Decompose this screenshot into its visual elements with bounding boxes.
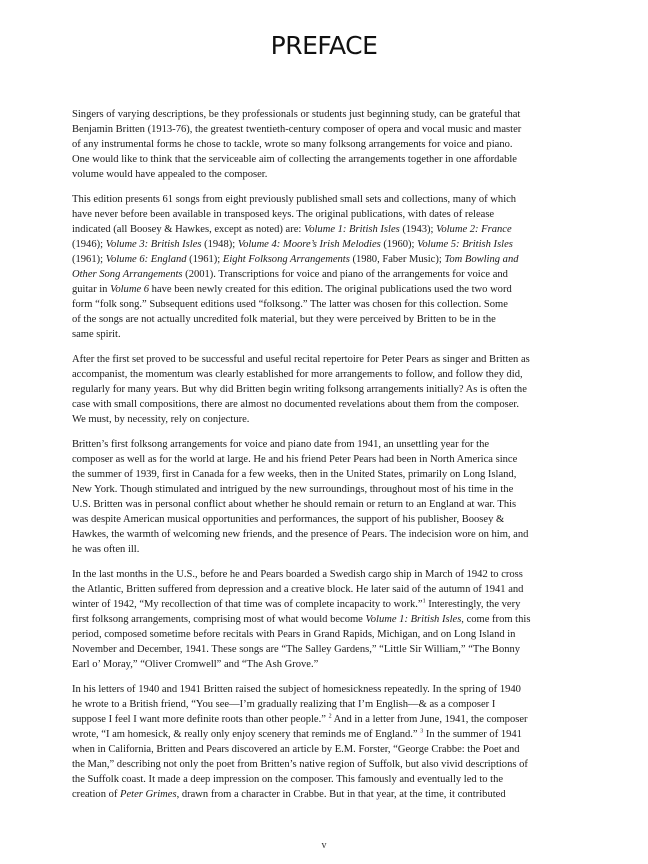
text-segment: (1960); bbox=[380, 239, 418, 250]
italic-title: Other Song Arrangements bbox=[72, 269, 183, 280]
text-line bbox=[72, 412, 580, 427]
text-line bbox=[72, 152, 580, 167]
text-line bbox=[72, 712, 580, 727]
text-line bbox=[72, 697, 580, 712]
text-segment: guitar in bbox=[72, 284, 111, 295]
text-segment: the Man,” describing not only the poet from Britten’s native region of Suffolk, but also vivid descriptions of bbox=[72, 759, 528, 770]
text-line bbox=[72, 757, 580, 772]
text-line bbox=[72, 122, 580, 137]
text-line bbox=[72, 527, 580, 542]
paragraph bbox=[72, 437, 580, 557]
text-segment: One would like to think that the serviceable aim of collecting the arrangements together in one affordable bbox=[72, 154, 517, 165]
text-line bbox=[72, 467, 580, 482]
text-line bbox=[72, 297, 580, 312]
text-segment: (1943); bbox=[399, 224, 437, 235]
text-segment: (1980, Faber Music); bbox=[349, 254, 445, 265]
paragraph bbox=[72, 107, 580, 182]
text-line bbox=[72, 772, 580, 787]
text-line bbox=[72, 512, 580, 527]
text-segment: Benjamin Britten (1913-76), the greatest twentieth-century composer of opera and vocal music and master bbox=[72, 124, 522, 135]
text-segment: After the first set proved to be successful and useful recital repertoire for Peter Pears as singer and Britten as bbox=[72, 354, 530, 365]
text-segment: volume would have appealed to the composer. bbox=[72, 169, 268, 180]
text-segment: In his letters of 1940 and 1941 Britten raised the subject of homesickness repeatedly. In the spring of 1940 bbox=[72, 684, 521, 695]
paragraph bbox=[72, 682, 580, 802]
text-segment: regularly for many years. But why did Britten begin writing folksong arrangements initially? As is often the bbox=[72, 384, 527, 395]
italic-title: Peter Grimes bbox=[120, 789, 177, 800]
text-line bbox=[72, 567, 580, 582]
text-segment: (1946); bbox=[72, 239, 106, 250]
text-line bbox=[72, 367, 580, 382]
text-line bbox=[72, 107, 580, 122]
text-line bbox=[72, 382, 580, 397]
text-segment: Britten’s first folksong arrangements for voice and piano date from 1941, an unsettling year for the bbox=[72, 439, 490, 450]
text-segment: U.S. Britten was in personal conflict about whether he should remain or return to an England at war. This bbox=[72, 499, 517, 510]
page-number: v bbox=[321, 840, 327, 851]
text-segment: (1948); bbox=[201, 239, 238, 250]
text-line bbox=[72, 642, 580, 657]
italic-title: Volume 4: Moore’s Irish Melodies bbox=[237, 239, 381, 250]
text-segment: New York. Though stimulated and intrigued by the new surroundings, throughout most of his time in the bbox=[72, 484, 514, 495]
text-line bbox=[72, 312, 580, 327]
italic-title: Volume 2: France bbox=[436, 224, 512, 235]
text-segment: Earl o’ Moray,” “Oliver Cromwell” and “The Ash Grove.” bbox=[72, 659, 319, 670]
italic-title: Tom Bowling and bbox=[444, 254, 519, 265]
text-segment: (1961); bbox=[72, 254, 106, 265]
text-segment: wrote, “I am homesick, & really only enjoy scenery that reminds me of England.” bbox=[72, 729, 421, 740]
text-line bbox=[72, 542, 580, 557]
text-segment: accompanist, the momentum was clearly established for more arrangements to follow, and follow they did, bbox=[72, 369, 523, 380]
text-segment: composer as well as for the world at large. He and his friend Peter Pears had been in North America since bbox=[72, 454, 518, 465]
text-line bbox=[72, 282, 580, 297]
text-segment: when in California, Britten and Pears discovered an article by E.M. Forster, “George Crabbe: the Poet and bbox=[72, 744, 520, 755]
page-title: PREFACE bbox=[270, 31, 378, 60]
text-segment: creation of bbox=[72, 789, 121, 800]
italic-title: Eight Folksong Arrangements bbox=[222, 254, 350, 265]
text-line bbox=[72, 192, 580, 207]
text-segment: the summer of 1939, first in Canada for a few weeks, then in the United States, primarily on Long Island, bbox=[72, 469, 517, 480]
text-segment: , come from this bbox=[461, 614, 531, 625]
text-segment: same spirit. bbox=[72, 329, 121, 340]
text-segment: he wrote to a British friend, “You see—I’m gradually realizing that I’m English—& as a composer I bbox=[72, 699, 496, 710]
text-line bbox=[72, 627, 580, 642]
text-line bbox=[72, 612, 580, 627]
text-line bbox=[72, 252, 580, 267]
paragraph bbox=[72, 567, 580, 672]
text-line bbox=[72, 237, 580, 252]
text-segment: first folksong arrangements, comprising most of what would become bbox=[72, 614, 366, 625]
footnote-marker: 2 bbox=[328, 713, 332, 720]
text-segment: (1961); bbox=[186, 254, 223, 265]
text-line bbox=[72, 682, 580, 697]
text-segment: case with small compositions, there are almost no documented revelations about them from the composer. bbox=[72, 399, 519, 410]
italic-title: Volume 6 bbox=[110, 284, 150, 295]
text-segment: the Suffolk coast. It made a deep impression on the composer. This famously and eventually led to the bbox=[72, 774, 504, 785]
text-line bbox=[72, 327, 580, 342]
text-segment: have never before been available in transposed keys. The original publications, with dates of release bbox=[72, 209, 495, 220]
text-segment: Hawkes, the warmth of welcoming new friends, and the presence of Pears. The indecision wore on him, and bbox=[72, 529, 529, 540]
body-text bbox=[72, 107, 580, 812]
text-line bbox=[72, 207, 580, 222]
text-line bbox=[72, 352, 580, 367]
text-line bbox=[72, 582, 580, 597]
text-line bbox=[72, 787, 580, 802]
text-segment: And in a letter from June, 1941, the composer bbox=[331, 714, 528, 725]
text-segment: winter of 1942, “My recollection of that time was of complete incapacity to work.” bbox=[72, 599, 423, 610]
italic-title: Volume 3: British Isles bbox=[105, 239, 202, 250]
footnote-marker: 3 bbox=[420, 728, 424, 735]
text-line bbox=[72, 437, 580, 452]
text-line bbox=[72, 657, 580, 672]
text-segment: This edition presents 61 songs from eight previously published small sets and collections, many of which bbox=[72, 194, 517, 205]
text-line bbox=[72, 397, 580, 412]
paragraph bbox=[72, 352, 580, 427]
text-segment: suppose I feel I want more definite roots than other people.” bbox=[72, 714, 329, 725]
text-line bbox=[72, 482, 580, 497]
text-segment: have been newly created for this edition. The original publications used the two word bbox=[149, 284, 512, 295]
text-segment: period, composed sometime before recitals with Pears in Grand Rapids, Michigan, and on Long Island in bbox=[72, 629, 516, 640]
text-segment: Singers of varying descriptions, be they professionals or students just beginning study, can be grateful that bbox=[72, 109, 521, 120]
italic-title: Volume 1: British Isles bbox=[303, 224, 400, 235]
footnote-marker: 1 bbox=[422, 598, 426, 605]
paragraph bbox=[72, 192, 580, 342]
text-segment: the Atlantic, Britten suffered from depression and a creative block. He later said of the autumn of 1941 and bbox=[72, 584, 524, 595]
italic-title: Volume 5: British Isles bbox=[417, 239, 513, 250]
italic-title: Volume 6: England bbox=[105, 254, 187, 265]
text-line bbox=[72, 452, 580, 467]
text-segment: In the summer of 1941 bbox=[423, 729, 522, 740]
text-segment: he was often ill. bbox=[72, 544, 140, 555]
text-segment: form “folk song.” Subsequent editions used “folksong.” The latter was chosen for this collection. Some bbox=[72, 299, 508, 310]
text-segment: was despite American musical opportunities and performances, the support of his publisher, Boosey & bbox=[72, 514, 505, 525]
text-segment: Interestingly, the very bbox=[425, 599, 521, 610]
text-segment: indicated (all Boosey & Hawkes, except as noted) are: bbox=[72, 224, 304, 235]
text-line bbox=[72, 497, 580, 512]
text-segment: (2001). Transcriptions for voice and piano of the arrangements for voice and bbox=[182, 269, 508, 280]
italic-title: Volume 1: British Isles bbox=[365, 614, 462, 625]
text-segment: November and December, 1941. These songs are “The Salley Gardens,” “Little Sir William,” “The Bonny bbox=[72, 644, 521, 655]
text-segment: We must, by necessity, rely on conjecture. bbox=[72, 414, 250, 425]
text-segment: of the songs are not actually uncredited folk material, but they were perceived by Britten to be in the bbox=[72, 314, 496, 325]
text-segment: , drawn from a character in Crabbe. But in that year, at the time, it contributed bbox=[176, 789, 506, 800]
text-line bbox=[72, 267, 580, 282]
text-line bbox=[72, 222, 580, 237]
text-line bbox=[72, 597, 580, 612]
text-line bbox=[72, 727, 580, 742]
text-segment: of any instrumental forms he chose to tackle, wrote so many folksong arrangements for voice and piano. bbox=[72, 139, 513, 150]
text-segment: In the last months in the U.S., before he and Pears boarded a Swedish cargo ship in March of 1942 to cross bbox=[72, 569, 523, 580]
text-line bbox=[72, 137, 580, 152]
text-line bbox=[72, 167, 580, 182]
text-line bbox=[72, 742, 580, 757]
